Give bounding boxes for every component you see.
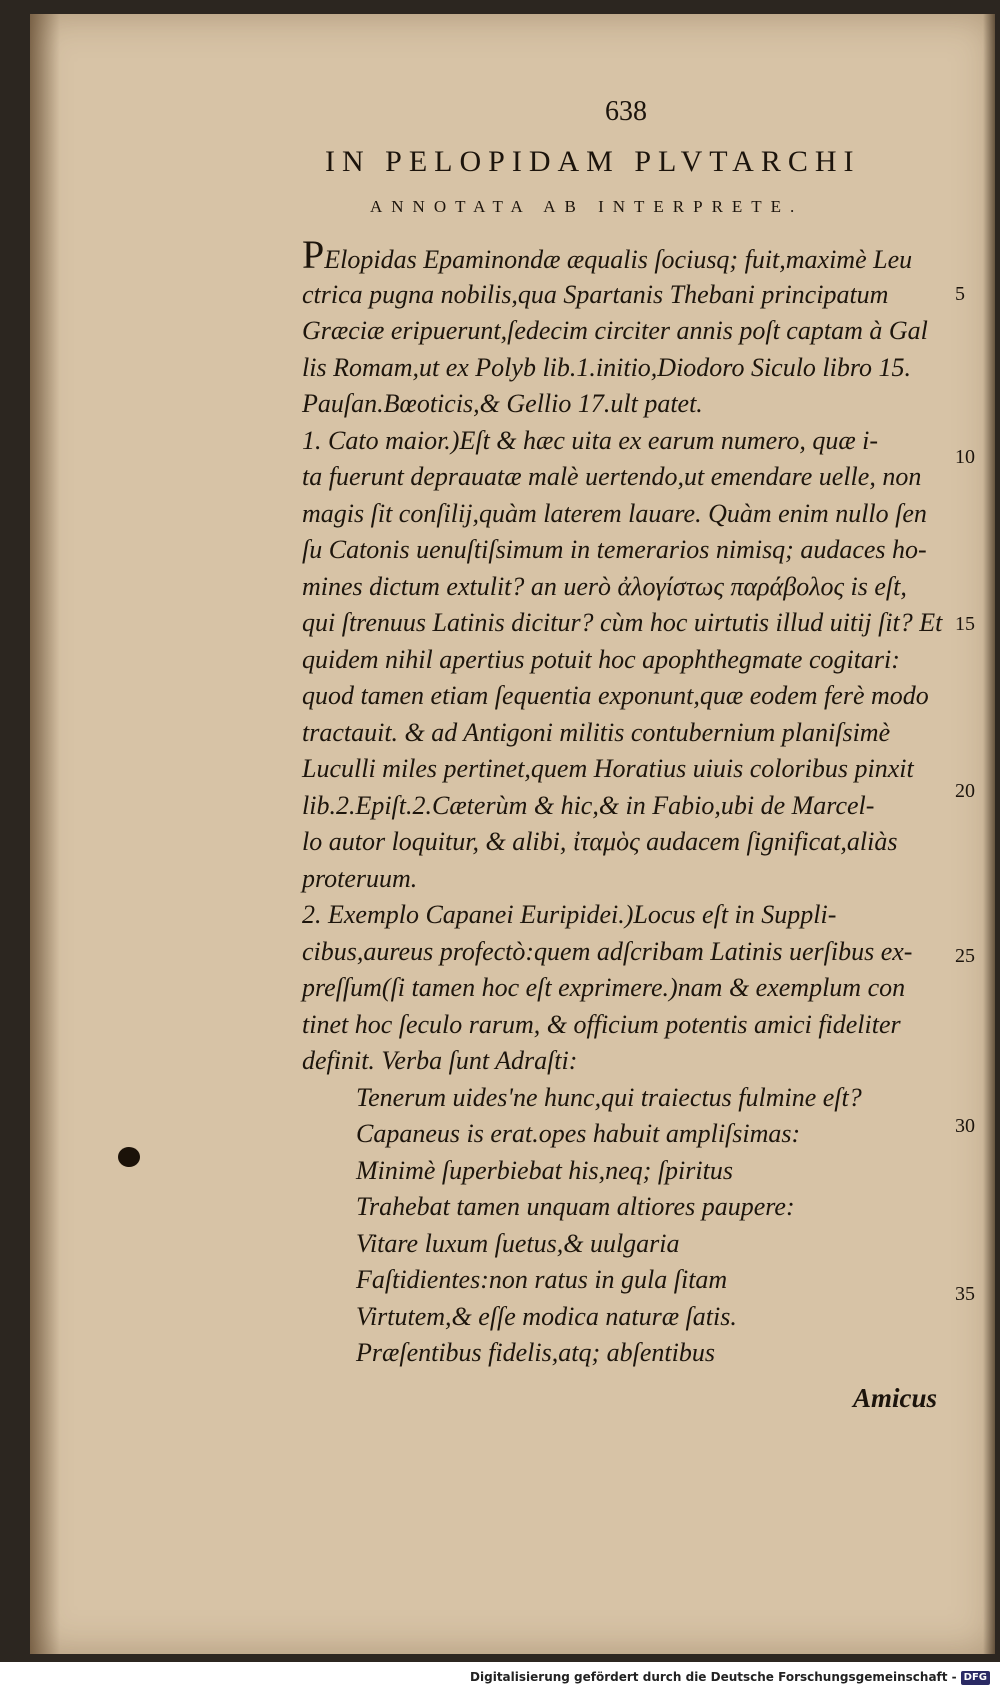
spine-shadow (30, 14, 60, 1654)
text-line: tractauit. & ad Antigoni militis contubernium planiſsimè (302, 717, 891, 747)
text-line: lis Romam,ut ex Polyb lib.1.initio,Diodoro Siculo libro 15. (302, 352, 912, 382)
verse-line: Vitare luxum ſuetus,& uulgaria (356, 1228, 680, 1258)
text-line: lo autor loquitur, & alibi, ἰταμὸς audacem ſignificat,aliàs (302, 827, 898, 856)
text-line: tinet hoc ſeculo rarum, & officium potentis amici fideliter (302, 1009, 901, 1039)
text-line: 2. Exemplo Capanei Euripidei.)Locus eſt in Suppli- (302, 900, 837, 929)
digitization-credit (0, 1670, 990, 1685)
catchword: Amicus (853, 1383, 938, 1413)
line-number: 30 (955, 1115, 975, 1137)
text-line: ta fuerunt deprauatæ malè uertendo,ut emendare uelle, non (302, 462, 922, 491)
text-line: quidem nihil apertius potuit hoc apophthegmate cogitari: (302, 644, 900, 674)
drop-cap: P (302, 232, 325, 277)
text-line: mines dictum extulit? an uerò ἀλογίστως παράβολος is eſt, (302, 571, 907, 601)
text-line: magis ſit conſilij,quàm laterem lauare. Quàm enim nullo ſen (302, 498, 927, 528)
dfg-logo: DFG (961, 1671, 990, 1685)
verse-line: Præſentibus fidelis,atq; abſentibus (356, 1338, 715, 1367)
text-line: definit. Verba ſunt Adraſti: (302, 1046, 578, 1075)
credit-text: Digitalisierung gefördert durch die Deutsche Forschungsgemeinschaft - (470, 1670, 957, 1684)
verse-line: Tenerum uides'ne hunc,qui traiectus fulmine eſt? (356, 1082, 862, 1112)
verse-line: Minimè ſuperbiebat his,neq; ſpiritus (356, 1155, 733, 1185)
text-line: quod tamen etiam ſequentia exponunt,quæ eodem ferè modo (302, 681, 929, 710)
binding-hole (118, 1147, 140, 1167)
text-line: PElopidas Epaminondæ æqualis ſociusq; fuit,maximè Leu (302, 232, 913, 277)
line-number: 5 (955, 283, 965, 305)
text-line: Græciæ eripuerunt,ſedecim circiter annis poſt captam à Gal (302, 316, 928, 345)
line-number: 10 (955, 446, 975, 468)
text-line: Pauſan.Bœoticis,& Gellio 17.ult patet. (302, 389, 703, 418)
page-number: 638 (605, 96, 647, 127)
line-number: 25 (955, 945, 975, 967)
verse-line: Capaneus is erat.opes habuit ampliſsimas: (356, 1119, 801, 1148)
text-line: Luculli miles pertinet,quem Horatius uiuis coloribus pinxit (302, 754, 914, 783)
verse-line: Virtutem,& eſſe modica naturæ ſatis. (356, 1301, 737, 1331)
line-number: 35 (955, 1283, 975, 1305)
text-line: 1. Cato maior.)Eſt & hæc uita ex earum numero, quæ i- (302, 425, 879, 455)
verse-line: Trahebat tamen unquam altiores paupere: (356, 1192, 795, 1221)
text-line: proteruum. (302, 863, 418, 893)
page-edge (983, 14, 995, 1654)
page-subtitle: ANNOTATA AB INTERPRETE. (370, 197, 804, 216)
text-line: ſu Catonis uenuſtiſsimum in temerarios nimisq; audaces ho- (302, 535, 927, 564)
text-line: qui ſtrenuus Latinis dicitur? cùm hoc uirtutis illud uitij ſit? Et (302, 608, 943, 637)
line-number: 20 (955, 780, 975, 802)
text-line: cibus,aureus profectò:quem adſcribam Latinis uerſibus ex- (302, 936, 913, 966)
body-text (302, 232, 943, 1372)
text-line: preſſum(ſi tamen hoc eſt exprimere.)nam & exemplum con (302, 973, 906, 1002)
line-number: 15 (955, 613, 975, 635)
text-line: lib.2.Epiſt.2.Cæterùm & hic,& in Fabio,ubi de Marcel- (302, 790, 875, 820)
page-title: IN PELOPIDAM PLVTARCHI (325, 145, 861, 178)
text-line: ctrica pugna nobilis,qua Spartanis Thebani principatum (302, 279, 889, 309)
verse-line: Faſtidientes:non ratus in gula ſitam (356, 1265, 728, 1294)
